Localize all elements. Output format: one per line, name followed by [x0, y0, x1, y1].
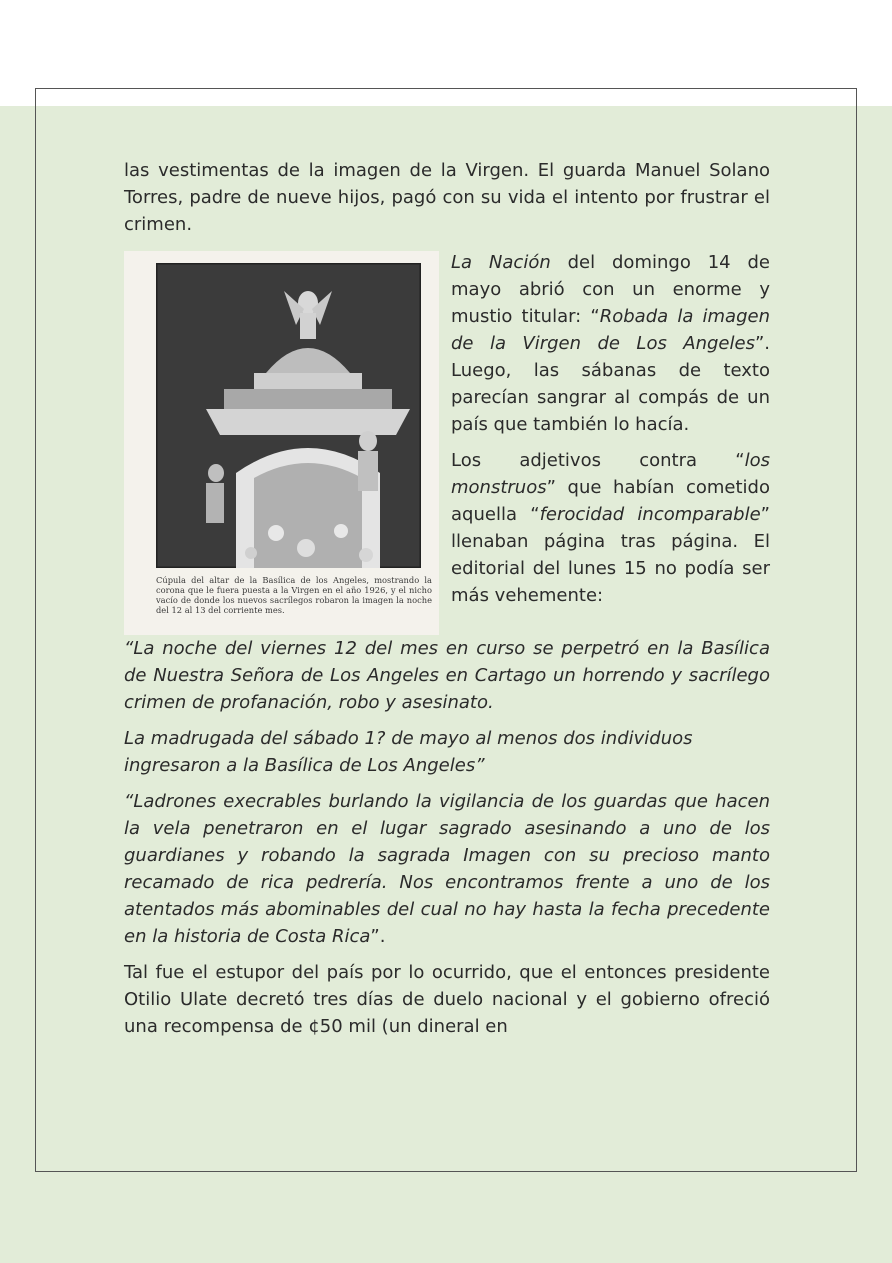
quote-3	[124, 788, 770, 950]
article-body	[124, 157, 770, 1049]
paragraph-3-text-c: ” llenaban página tras página. El editorial del lunes 15 no podía ser más vehemente:	[451, 504, 770, 606]
newspaper-clipping-figure	[124, 251, 439, 635]
quote-3-close: ”.	[370, 926, 386, 947]
newspaper-name: La Nación	[451, 252, 551, 273]
headline-quote: Robada la imagen de la Virgen de Los Angeles	[451, 306, 770, 354]
paragraph-3-text-b: ” que habían cometido aquella “	[451, 477, 770, 525]
quote-1: “La noche del viernes 12 del mes en curso se perpetró en la Basílica de Nuestra Señora de Los Angeles en Cartago un horrendo y sacrílego crimen de profanación, robo y asesinato.	[124, 638, 770, 713]
paragraph-3-text-a: Los adjetivos contra “	[451, 450, 745, 471]
altar-dome-photo	[156, 263, 421, 568]
paragraph-2-text-b: ”. Luego, las sábanas de texto parecían sangrar al compás de un país que también lo hacía.	[451, 333, 770, 435]
quote-los-monstruos: los monstruos	[451, 450, 770, 498]
quote-3-text: “Ladrones execrables burlando la vigilancia de los guardas que hacen la vela penetraron en el lugar sagrado asesinando a uno de los guardianes y robando la sagrada Imagen con su precioso manto recamado de rica pedrería. Nos encontramos frente a uno de los atentados más abominables del cual no hay hasta la fecha precedente en la historia de Costa Rica	[124, 791, 770, 947]
paragraph-1: las vestimentas de la imagen de la Virgen. El guarda Manuel Solano Torres, padre de nueve hijos, pagó con su vida el intento por frustrar el crimen.	[124, 160, 770, 235]
paragraph-2-text-a: del domingo 14 de mayo abrió con un enorme y mustio titular: “	[451, 252, 770, 327]
quote-2: La madrugada del sábado 1? de mayo al menos dos individuos ingresaron a la Basílica de Los Angeles”	[124, 728, 693, 776]
photo-caption: Cúpula del altar de la Basílica de los Angeles, mostrando la corona que le fuera puesta a la Virgen en el año 1926, y el nicho vacío de donde los nuevos sacrílegos robaron la imagen la noche del 12 al 13 del corriente mes.	[156, 575, 432, 615]
paragraph-4: Tal fue el estupor del país por lo ocurrido, que el entonces presidente Otilio Ulate decretó tres días de duelo nacional y el gobierno ofreció una recompensa de ¢50 mil (un dineral en	[124, 962, 770, 1037]
quote-ferocidad: ferocidad incomparable	[539, 504, 761, 525]
